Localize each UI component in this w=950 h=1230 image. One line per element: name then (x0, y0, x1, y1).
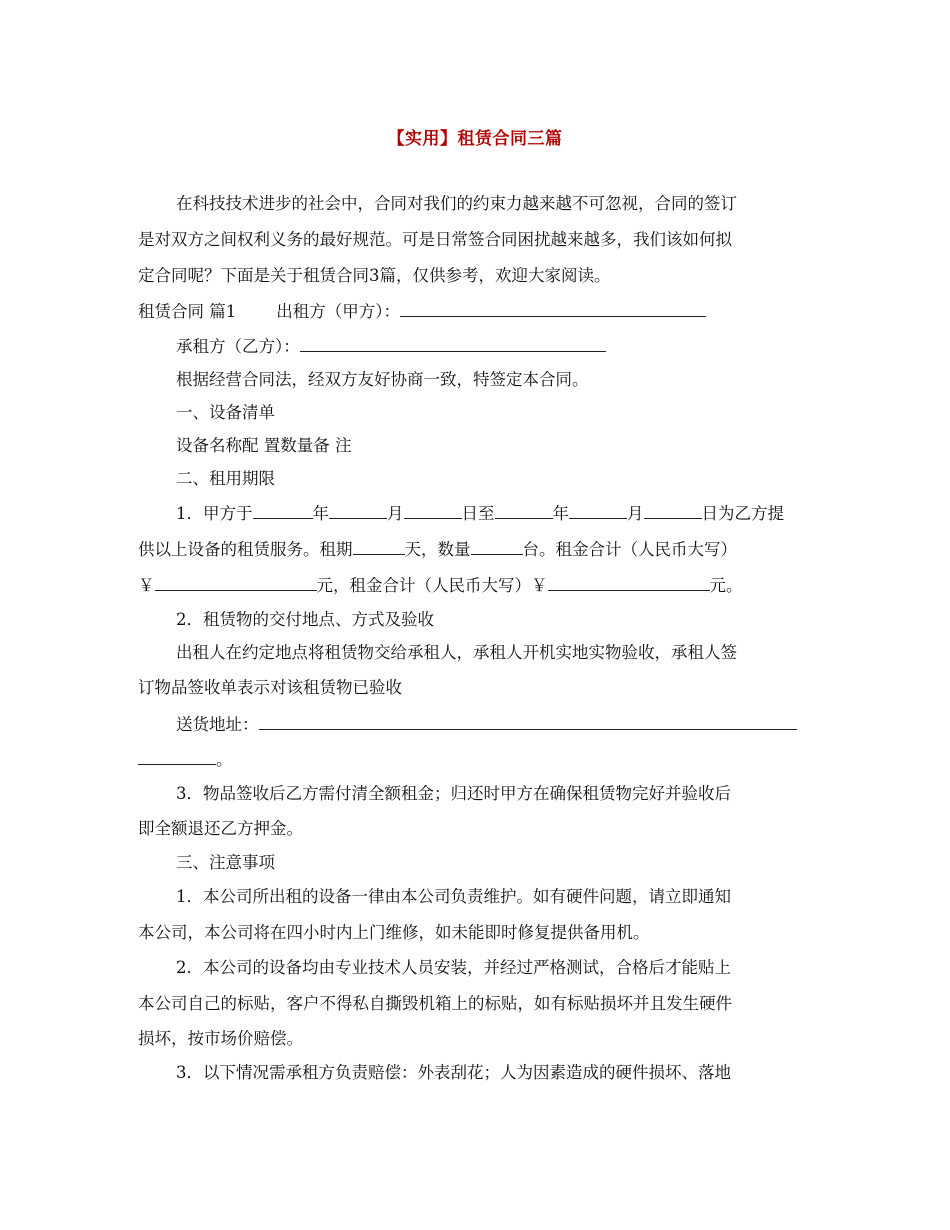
term-text: 年 (552, 504, 569, 523)
delivery-para-line-2: 订物品签收单表示对该租赁物已验收 (138, 678, 402, 697)
term-line-1 (176, 502, 784, 525)
section-1-title: 一、设备清单 (176, 403, 275, 422)
term-text: 元。 (709, 576, 743, 595)
term-text: 天，数量 (404, 540, 471, 559)
delivery-title: 2．租赁物的交付地点、方式及验收 (176, 610, 434, 629)
end-year-blank (495, 502, 553, 519)
intro-line-1: 在科技技术进步的社会中，合同对我们的约束力越来越不可忽视，合同的签订 (176, 194, 737, 213)
term-text: 月 (627, 504, 644, 523)
term-text: 年 (312, 504, 329, 523)
address-blank (259, 713, 797, 730)
contract-heading-line (138, 300, 706, 323)
note-2-line-3: 损坏，按市场价赔偿。 (138, 1029, 303, 1048)
term-text: 元，租金合计（人民币大写）￥ (316, 576, 548, 595)
section-2-title: 二、租用期限 (176, 469, 275, 488)
term-line-2 (138, 538, 737, 561)
end-month-blank (569, 502, 627, 519)
lessee-label: 承租方（乙方）： (176, 337, 300, 356)
lessor-blank (400, 300, 706, 317)
delivery-para-line-1: 出租人在约定地点将租赁物交给承租人，承租人开机实地实物验收，承租人签 (176, 643, 737, 662)
lessor-label: 出租方（甲方）： (276, 302, 400, 321)
address-label: 送货地址： (176, 715, 259, 734)
note-2-line-2: 本公司自己的标贴，客户不得私自撕毁机箱上的标贴，如有标贴损坏并且发生硬件 (138, 994, 732, 1013)
address-end: 。 (216, 750, 233, 769)
term-text: 1．甲方于 (176, 504, 253, 523)
rent-total-blank-2 (548, 574, 710, 591)
quantity-blank (471, 538, 523, 555)
start-day-blank (404, 502, 462, 519)
document-title: 【实用】租赁合同三篇 (387, 129, 563, 149)
term-text: ￥ (138, 576, 155, 595)
term-text: 台。租金合计（人民币大写） (522, 540, 737, 559)
equipment-table-header: 设备名称配 置数量备 注 (176, 436, 352, 455)
term-text: 供以上设备的租赁服务。租期 (138, 540, 353, 559)
address-line (176, 713, 797, 736)
start-month-blank (329, 502, 387, 519)
payment-line-1: 3．物品签收后乙方需付清全额租金；归还时甲方在确保租赁物完好并验收后 (176, 784, 731, 803)
note-1-line-2: 本公司，本公司将在四小时内上门维修，如未能即时修复提供备用机。 (138, 923, 650, 942)
intro-line-2: 是对双方之间权利义务的最好规范。可是日常签合同困扰越来越多，我们该如何拟 (138, 230, 732, 249)
note-3-line-1: 3．以下情况需承租方负责赔偿：外表刮花；人为因素造成的硬件损坏、落地 (176, 1063, 731, 1082)
note-1-line-1: 1．本公司所出租的设备一律由本公司负责维护。如有硬件问题，请立即通知 (176, 887, 731, 906)
end-day-blank (644, 502, 702, 519)
contract-heading: 租赁合同 篇1 (138, 302, 237, 321)
term-text: 日至 (461, 504, 495, 523)
term-text: 月 (387, 504, 404, 523)
start-year-blank (253, 502, 313, 519)
days-blank (353, 538, 405, 555)
lessee-line (176, 335, 606, 358)
payment-line-2: 即全额退还乙方押金。 (138, 819, 303, 838)
lessee-blank (300, 335, 606, 352)
term-text: 日为乙方提 (701, 504, 784, 523)
address-blank-cont (138, 748, 216, 765)
address-line-2 (138, 748, 233, 771)
preamble: 根据经营合同法，经双方友好协商一致，特签定本合同。 (176, 370, 589, 389)
term-line-3 (138, 574, 743, 597)
intro-line-3: 定合同呢？下面是关于租赁合同3篇，仅供参考，欢迎大家阅读。 (138, 266, 611, 285)
rent-total-blank-1 (155, 574, 317, 591)
section-3-title: 三、注意事项 (176, 853, 275, 872)
note-2-line-1: 2．本公司的设备均由专业技术人员安装，并经过严格测试，合格后才能贴上 (176, 958, 731, 977)
